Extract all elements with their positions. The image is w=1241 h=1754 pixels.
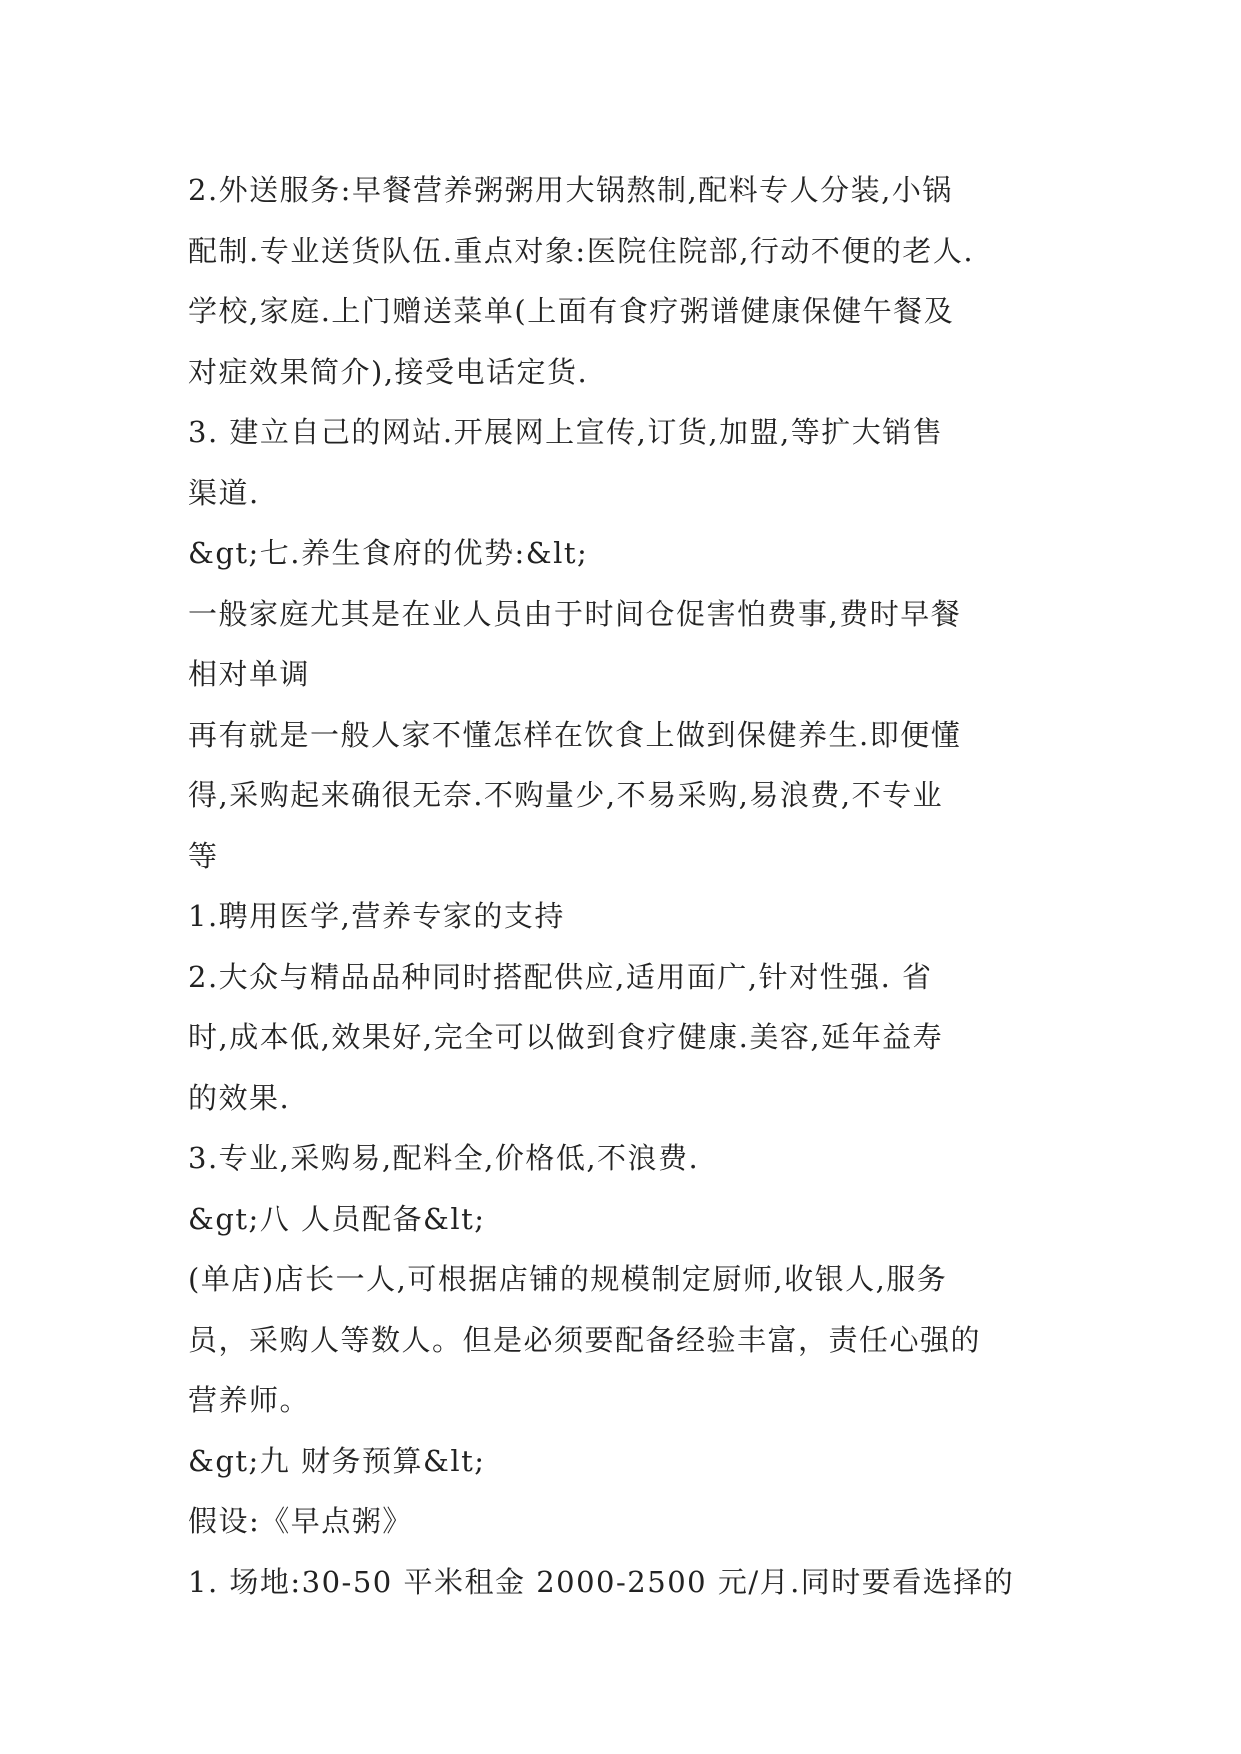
- text-line: 1.聘用医学,营养专家的支持: [188, 899, 565, 933]
- text-line: 营养师。: [188, 1383, 311, 1417]
- document-body: [188, 160, 1058, 1612]
- text-line: 对症效果简介),接受电话定货.: [188, 354, 589, 389]
- text-line: 学校,家庭.上门赠送菜单(上面有食疗粥谱健康保健午餐及: [188, 294, 955, 328]
- text-line: 渠道.: [188, 475, 260, 510]
- text-line: 等: [188, 838, 219, 873]
- text-line: 2.外送服务:早餐营养粥粥用大锅熬制,配料专人分装,小锅: [188, 173, 953, 207]
- text-line: 时,成本低,效果好,完全可以做到食疗健康.美容,延年益寿: [188, 1020, 944, 1054]
- section-heading: &gt;九 财务预算&lt;: [188, 1443, 486, 1478]
- text-line: 得,采购起来确很无奈.不购量少,不易采购,易浪费,不专业: [188, 778, 944, 812]
- text-line: 一般家庭尤其是在业人员由于时间仓促害怕费事,费时早餐: [188, 596, 962, 631]
- section-heading: &gt;八 人员配备&lt;: [188, 1201, 486, 1236]
- text-line: 再有就是一般人家不懂怎样在饮食上做到保健养生.即便懂: [188, 717, 962, 752]
- text-line: 员，采购人等数人。但是必须要配备经验丰富，责任心强的: [188, 1322, 982, 1357]
- text-line: 的效果.: [188, 1080, 291, 1115]
- text-line: 3. 建立自己的网站.开展网上宣传,订货,加盟,等扩大销售: [188, 415, 944, 449]
- section-heading: &gt;七.养生食府的优势:&lt;: [188, 536, 589, 570]
- text-line: 相对单调: [188, 657, 311, 691]
- text-line: 3.专业,采购易,配料全,价格低,不浪费.: [188, 1141, 700, 1175]
- text-line: 1. 场地:30-50 平米租金 2000-2500 元/月.同时要看选择的: [188, 1564, 1015, 1599]
- text-line: (单店)店长一人,可根据店铺的规模制定厨师,收银人,服务: [188, 1262, 948, 1296]
- text-line: 假设:《早点粥》: [188, 1504, 413, 1538]
- text-line: 配制.专业送货队伍.重点对象:医院住院部,行动不便的老人.: [188, 233, 975, 268]
- text-line: 2.大众与精品品种同时搭配供应,适用面广,针对性强. 省: [188, 959, 933, 994]
